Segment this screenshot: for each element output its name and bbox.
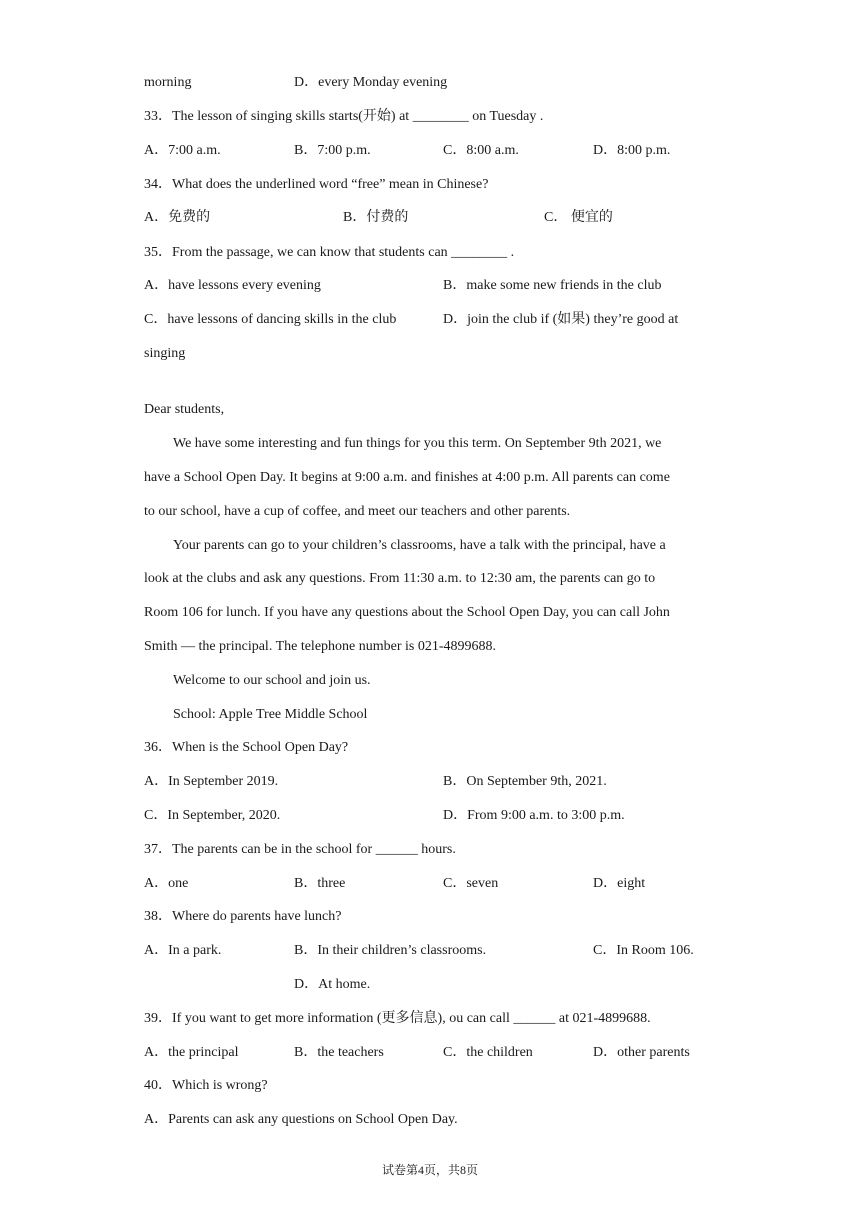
- page-footer: 试卷第4页，共8页: [381, 1163, 478, 1177]
- q33-option-a: A．7:00 a.m.: [144, 143, 221, 158]
- q39-option-b: B．the teachers: [294, 1045, 384, 1060]
- q35-option-d-continued: singing: [144, 346, 186, 361]
- q34-question: 34．What does the underlined word “free” mean in Chinese?: [144, 177, 489, 192]
- q36-question: 36．When is the School Open Day?: [144, 740, 349, 755]
- q39-option-a: A．the principal: [144, 1045, 239, 1060]
- q39-option-d: D．other parents: [593, 1045, 690, 1060]
- q37-option-d: D．eight: [593, 876, 646, 891]
- q35-option-b: B．make some new friends in the club: [443, 278, 662, 293]
- q37-option-b: B．three: [294, 876, 346, 891]
- q37-option-c: C．seven: [443, 876, 499, 891]
- q37-option-a: A．one: [144, 876, 189, 891]
- q32-option-a-continued: morning: [144, 75, 192, 90]
- q38-option-d: D．At home.: [294, 977, 371, 992]
- q34-option-a: A．免费的: [144, 210, 211, 225]
- letter-paragraph-2-line-2: look at the clubs and ask any questions. From 11:30 a.m. to 12:30 am, the parents can go to: [144, 571, 656, 586]
- letter-paragraph-1-line-2: have a School Open Day. It begins at 9:00 a.m. and finishes at 4:00 p.m. All parents can come: [144, 470, 670, 485]
- q36-option-c: C．In September, 2020.: [144, 808, 281, 823]
- q34-option-b: B．付费的: [343, 210, 409, 225]
- q40-question: 40．Which is wrong?: [144, 1078, 268, 1093]
- q37-question: 37．The parents can be in the school for ______ hours.: [144, 842, 456, 857]
- q38-question: 38．Where do parents have lunch?: [144, 909, 342, 924]
- q36-option-b: B．On September 9th, 2021.: [443, 774, 607, 789]
- q39-option-c: C．the children: [443, 1045, 533, 1060]
- q33-option-d: D．8:00 p.m.: [593, 143, 671, 158]
- q35-option-c: C．have lessons of dancing skills in the club: [144, 312, 397, 327]
- q33-question: 33．The lesson of singing skills starts(开始) at ________ on Tuesday .: [144, 109, 544, 124]
- q38-option-c: C．In Room 106.: [593, 943, 694, 958]
- q38-option-b: B．In their children’s classrooms.: [294, 943, 487, 958]
- q36-option-a: A．In September 2019.: [144, 774, 279, 789]
- letter-paragraph-2-line-1: Your parents can go to your children’s classrooms, have a talk with the principal, have a: [173, 538, 666, 553]
- letter-paragraph-2-line-4: Smith — the principal. The telephone number is 021-4899688.: [144, 639, 497, 654]
- letter-paragraph-2-line-3: Room 106 for lunch. If you have any questions about the School Open Day, you can call John: [144, 605, 670, 620]
- q38-option-a: A．In a park.: [144, 943, 222, 958]
- q36-option-d: D．From 9:00 a.m. to 3:00 p.m.: [443, 808, 625, 823]
- q39-question: 39．If you want to get more information (更多信息), ou can call ______ at 021-4899688.: [144, 1011, 651, 1026]
- q32-option-d: D．every Monday evening: [294, 75, 448, 90]
- letter-welcome: Welcome to our school and join us.: [173, 673, 371, 688]
- q35-option-d: D．join the club if (如果) they’re good at: [443, 312, 679, 327]
- q35-option-a: A．have lessons every evening: [144, 278, 321, 293]
- q33-option-c: C．8:00 a.m.: [443, 143, 519, 158]
- letter-paragraph-1-line-1: We have some interesting and fun things for you this term. On September 9th 2021, we: [173, 436, 662, 451]
- q40-option-a: A．Parents can ask any questions on School Open Day.: [144, 1112, 458, 1127]
- q35-question: 35．From the passage, we can know that students can ________ .: [144, 245, 515, 260]
- letter-school: School: Apple Tree Middle School: [173, 707, 368, 722]
- letter-greeting: Dear students,: [144, 402, 225, 417]
- q34-option-c: C． 便宜的: [544, 210, 613, 225]
- q33-option-b: B．7:00 p.m.: [294, 143, 371, 158]
- letter-paragraph-1-line-3: to our school, have a cup of coffee, and meet our teachers and other parents.: [144, 504, 571, 519]
